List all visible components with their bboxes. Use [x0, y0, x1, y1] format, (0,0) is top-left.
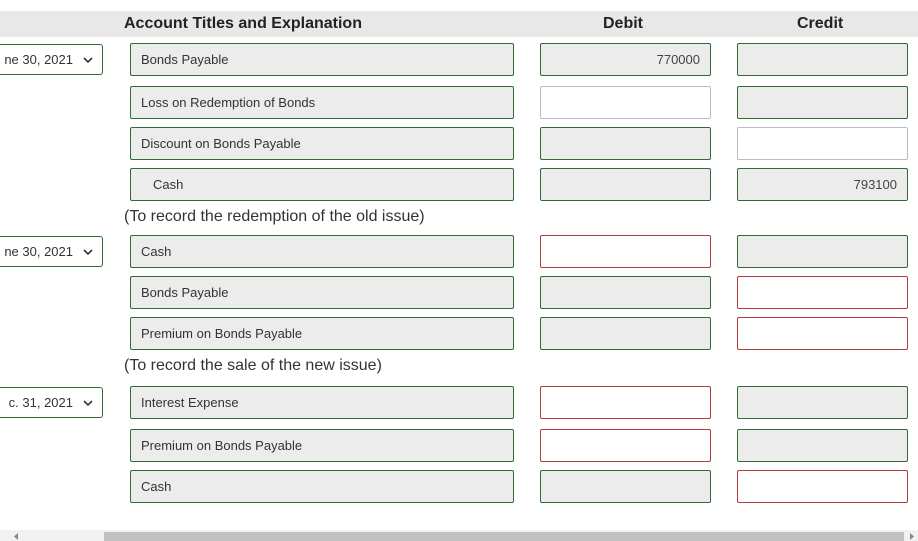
entry-1-line-4-credit[interactable]: 793100: [737, 168, 908, 201]
entry-2-line-2-debit[interactable]: [540, 276, 711, 309]
entry-3-line-3-debit[interactable]: [540, 470, 711, 503]
entry-1-line-1-debit[interactable]: 770000: [540, 43, 711, 76]
entry-3-line-2-credit[interactable]: [737, 429, 908, 462]
chevron-down-icon: [83, 398, 93, 408]
entry-2-line-1-credit[interactable]: [737, 235, 908, 268]
account-titles-header: Account Titles and Explanation: [124, 15, 362, 32]
entry-2-line-2-account[interactable]: Bonds Payable: [130, 276, 514, 309]
entry-2-line-3-credit[interactable]: [737, 317, 908, 350]
entry-1-date-value: ne 30, 2021: [4, 52, 73, 67]
entry-1-line-3-debit[interactable]: [540, 127, 711, 160]
entry-1-line-1-account[interactable]: Bonds Payable: [130, 43, 514, 76]
credit-header: Credit: [797, 15, 844, 32]
entry-3-line-2-account[interactable]: Premium on Bonds Payable: [130, 429, 514, 462]
entry-2-line-2-credit[interactable]: [737, 276, 908, 309]
entry-1-date-select[interactable]: [0, 44, 103, 75]
scrollbar-thumb[interactable]: [104, 532, 904, 541]
entry-3-line-1-account[interactable]: Interest Expense: [130, 386, 514, 419]
horizontal-scrollbar[interactable]: [0, 530, 918, 541]
entry-1-line-4-account[interactable]: Cash: [130, 168, 514, 201]
entry-1-line-2-debit[interactable]: [540, 86, 711, 119]
entry-3-line-3-credit[interactable]: [737, 470, 908, 503]
entry-3-date-select[interactable]: [0, 387, 103, 418]
entry-3-line-2-debit[interactable]: [540, 429, 711, 462]
entry-1-line-1-credit[interactable]: [737, 43, 908, 76]
debit-header: Debit: [603, 15, 643, 32]
entry-2-explanation: (To record the sale of the new issue): [124, 357, 382, 374]
entry-1-line-4-debit[interactable]: [540, 168, 711, 201]
entry-3-line-1-credit[interactable]: [737, 386, 908, 419]
chevron-down-icon: [83, 55, 93, 65]
entry-2-date-value: ne 30, 2021: [4, 244, 73, 259]
entry-1-line-2-credit[interactable]: [737, 86, 908, 119]
scroll-right-arrow-icon[interactable]: [907, 532, 916, 541]
entry-2-date-select[interactable]: [0, 236, 103, 267]
entry-1-explanation: (To record the redemption of the old issue): [124, 208, 425, 225]
chevron-down-icon: [83, 247, 93, 257]
entry-3-date-value: c. 31, 2021: [8, 395, 73, 410]
entry-2-line-1-account[interactable]: Cash: [130, 235, 514, 268]
entry-3-line-1-debit[interactable]: [540, 386, 711, 419]
entry-1-line-2-account[interactable]: Loss on Redemption of Bonds: [130, 86, 514, 119]
entry-1-line-3-account[interactable]: Discount on Bonds Payable: [130, 127, 514, 160]
entry-1-line-3-credit[interactable]: [737, 127, 908, 160]
entry-2-line-3-account[interactable]: Premium on Bonds Payable: [130, 317, 514, 350]
entry-2-line-1-debit[interactable]: [540, 235, 711, 268]
scroll-left-arrow-icon[interactable]: [12, 532, 21, 541]
entry-2-line-3-debit[interactable]: [540, 317, 711, 350]
entry-3-line-3-account[interactable]: Cash: [130, 470, 514, 503]
